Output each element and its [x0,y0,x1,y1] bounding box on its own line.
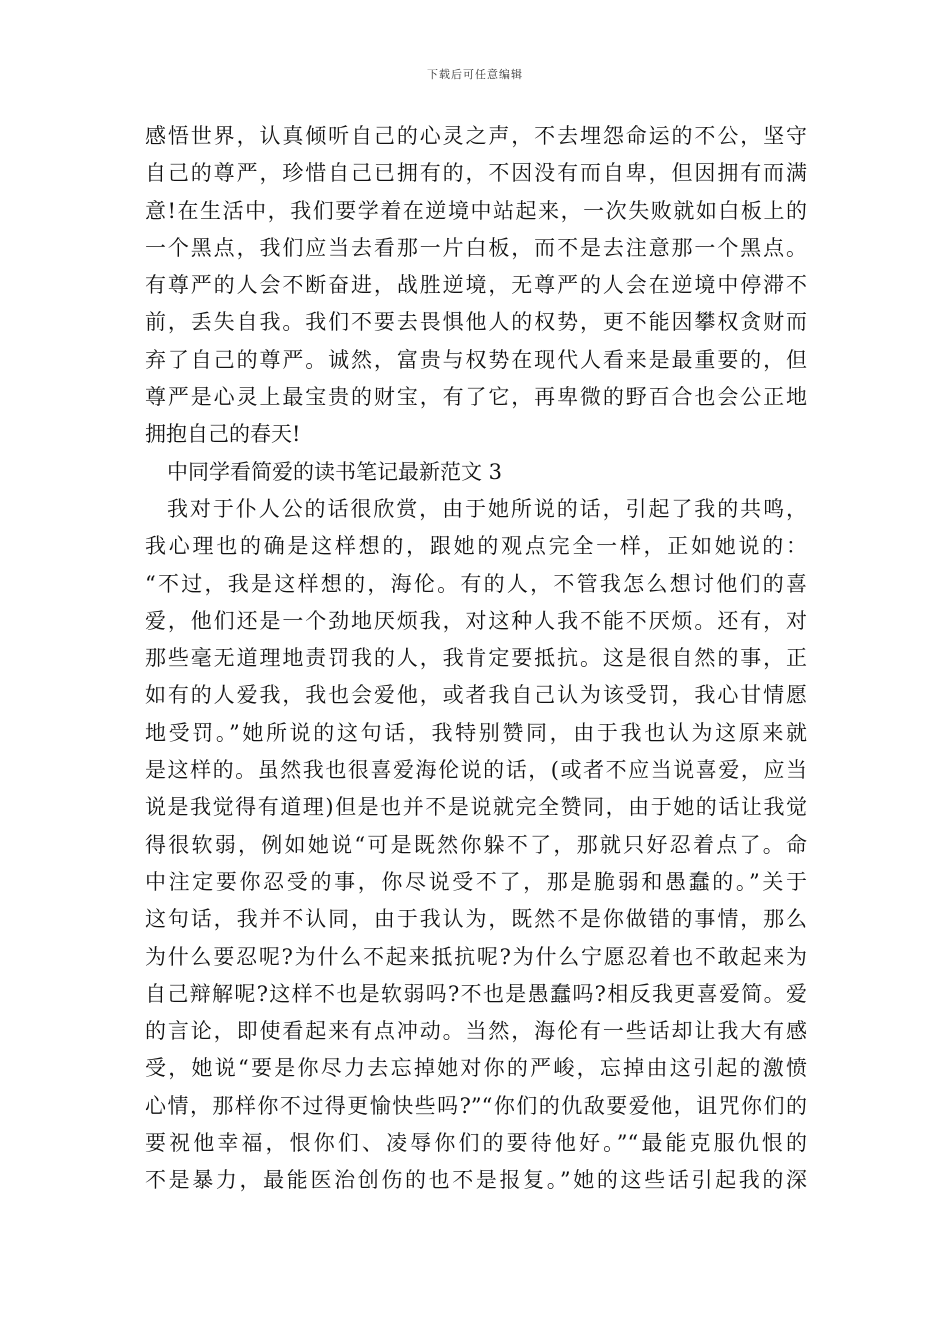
paragraph-1-line: 一个黑点，我们应当去看那一片白板，而不是去注意那一个黑点。 [145,235,807,260]
paragraph-2-line: 爱，他们还是一个劲地厌烦我，对这种人我不能不厌烦。还有，对 [145,608,807,633]
paragraph-1-line: 自己的尊严，珍惜自己已拥有的，不因没有而自卑，但因拥有而满 [145,161,807,186]
paragraph-1-line: 拥抱自己的春天! [145,422,301,447]
paragraph-2-line: 为什么要忍呢?为什么不起来抵抗呢?为什么宁愿忍着也不敢起来为 [145,944,807,969]
paragraph-2-line: 是这样的。虽然我也很喜爱海伦说的话，(或者不应当说喜爱，应当 [145,758,807,783]
paragraph-2-line: 这句话，我并不认同，由于我认为，既然不是你做错的事情，那么 [145,907,807,932]
paragraph-2-line: 的言论，即使看起来有点冲动。当然，海伦有一些话却让我大有感 [145,1019,807,1044]
paragraph-2-line: 心情，那样你不过得更愉快些吗?”“你们的仇敌要爱他，诅咒你们的 [145,1093,807,1118]
paragraph-1-line: 前，丢失自我。我们不要去畏惧他人的权势，更不能因攀权贪财而 [145,310,807,335]
paragraph-2-line: 如有的人爱我，我也会爱他，或者我自己认为该受罚，我心甘情愿 [145,683,807,708]
page-header-note: 下载后可任意编辑 [427,68,523,81]
paragraph-1-line: 弃了自己的尊严。诚然，富贵与权势在现代人看来是最重要的，但 [145,347,807,372]
paragraph-2-line: 中注定要你忍受的事，你尽说受不了，那是脆弱和愚蠢的。”关于 [145,869,807,894]
paragraph-1-line: 尊严是心灵上最宝贵的财宝，有了它，再卑微的野百合也会公正地 [145,385,807,410]
paragraph-2-line: 那些毫无道理地责罚我的人，我肯定要抵抗。这是很自然的事，正 [145,646,807,671]
paragraph-1-line: 有尊严的人会不断奋进，战胜逆境，无尊严的人会在逆境中停滞不 [145,273,807,298]
paragraph-2-line: 得很软弱，例如她说“可是既然你躲不了，那就只好忍着点了。命 [145,832,807,857]
paragraph-2 [145,491,807,1200]
section-heading-text: 中同学看简爱的读书笔记最新范文 3 [167,460,503,484]
paragraph-2-line: 不是暴力，最能医治创伤的也不是报复。”她的这些话引起我的深 [145,1168,807,1193]
paragraph-2-line: 自己辩解呢?这样不也是软弱吗?不也是愚蠢吗?相反我更喜爱简。爱 [145,981,807,1006]
paragraph-2-line: 受，她说“要是你尽力去忘掉她对你的严峻，忘掉由这引起的激愤 [145,1056,807,1081]
paragraph-2-line: 我心理也的确是这样想的，跟她的观点完全一样，正如她说的： [145,534,807,559]
paragraph-1 [145,118,807,454]
paragraph-2-line: 说是我觉得有道理)但是也并不是说就完全赞同，由于她的话让我觉 [145,795,807,820]
paragraph-2-line: 我对于仆人公的话很欣赏，由于她所说的话，引起了我的共鸣， [167,497,807,521]
section-heading [167,454,807,491]
paragraph-2-line: “不过，我是这样想的，海伦。有的人，不管我怎么想讨他们的喜 [145,571,807,596]
paragraph-1-line: 意!在生活中，我们要学着在逆境中站起来，一次失败就如白板上的 [145,198,807,223]
paragraph-2-line: 要祝他幸福，恨你们、凌辱你们的要待他好。”“最能克服仇恨的 [145,1131,807,1156]
paragraph-1-line: 感悟世界，认真倾听自己的心灵之声，不去埋怨命运的不公，坚守 [145,124,807,148]
paragraph-2-line: 地受罚。”她所说的这句话，我特别赞同，由于我也认为这原来就 [145,720,807,745]
